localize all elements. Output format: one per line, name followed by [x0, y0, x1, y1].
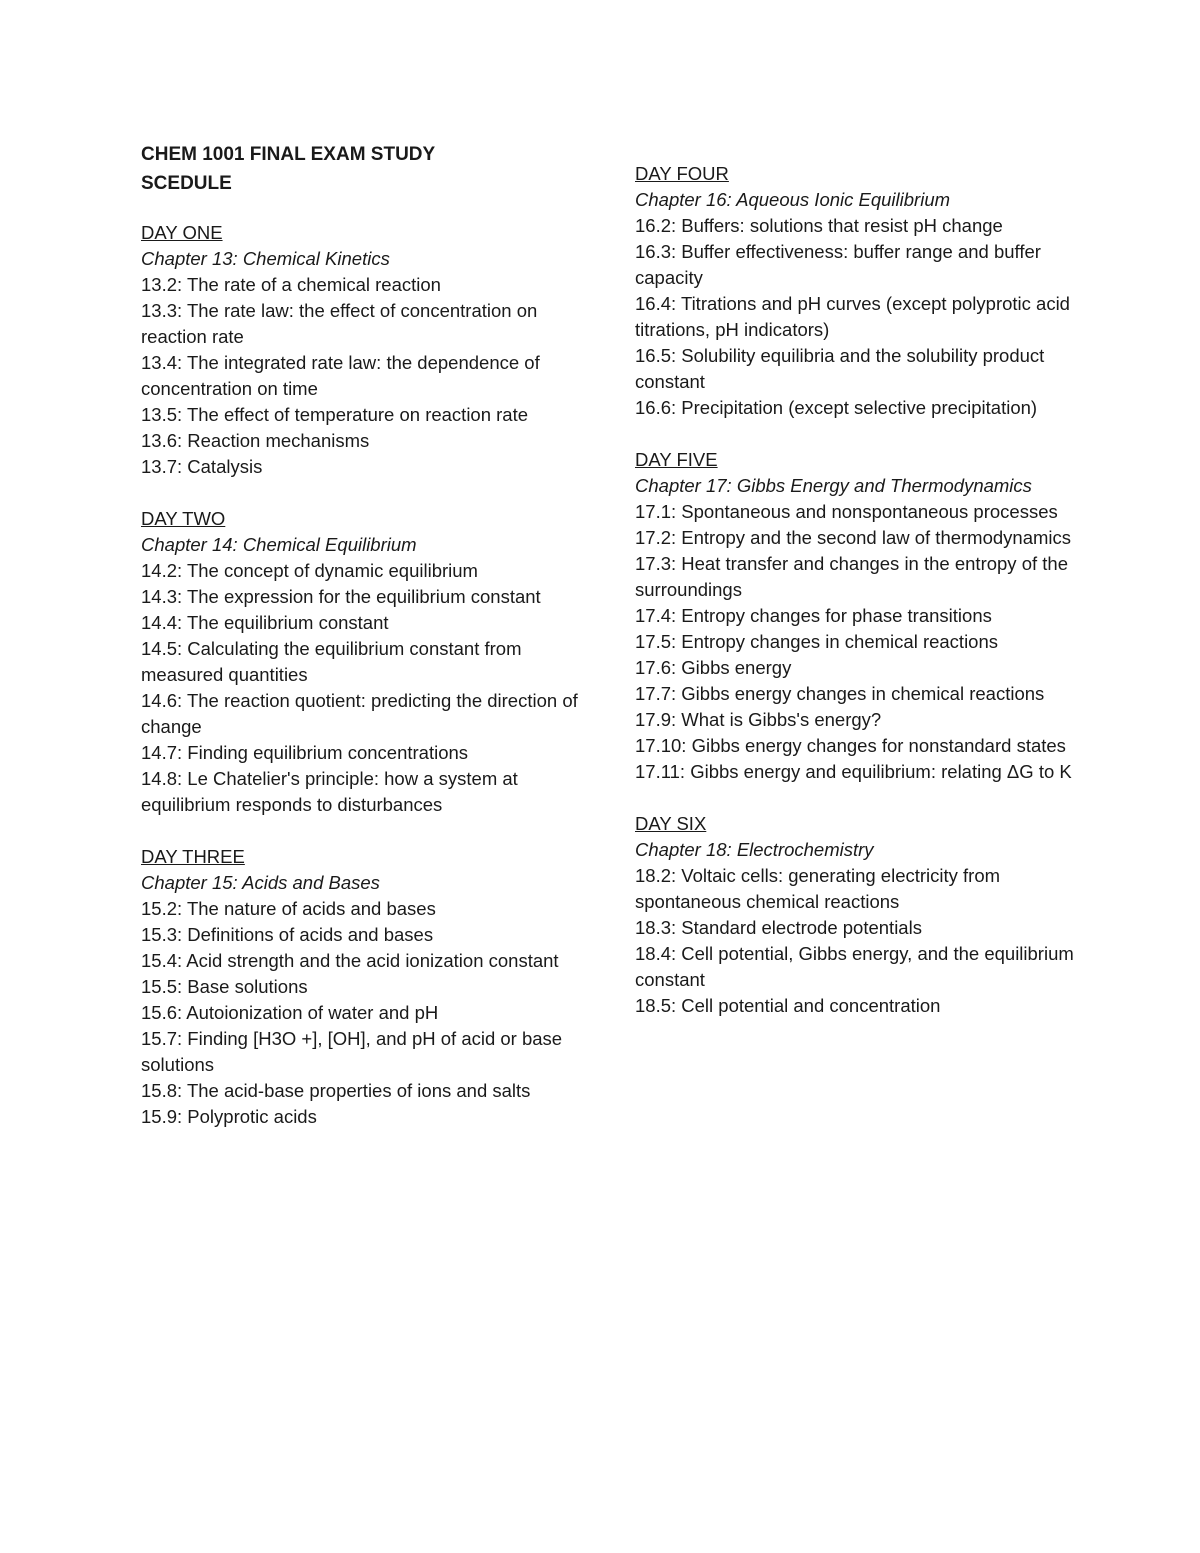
chapter-heading: Chapter 15: Acids and Bases	[141, 872, 380, 893]
topic-item: 16.3: Buffer effectiveness: buffer range and buffer capacity	[635, 241, 1041, 288]
topic-item: 15.8: The acid-base properties of ions and salts	[141, 1080, 531, 1101]
topic-item: 13.2: The rate of a chemical reaction	[141, 274, 441, 295]
day-label: DAY SIX	[635, 813, 707, 834]
chapter-heading: Chapter 18: Electrochemistry	[635, 839, 874, 860]
topic-item: 16.2: Buffers: solutions that resist pH change	[635, 215, 1003, 236]
topic-item: 17.9: What is Gibbs's energy?	[635, 709, 882, 730]
topic-item: 15.6: Autoionization of water and pH	[141, 1002, 439, 1023]
topic-item: 17.3: Heat transfer and changes in the entropy of the surroundings	[635, 553, 1068, 600]
topic-item: 15.3: Definitions of acids and bases	[141, 924, 434, 945]
topic-item: 16.4: Titrations and pH curves (except polyprotic acid titrations, pH indicators)	[635, 293, 1070, 340]
topic-item: 13.4: The integrated rate law: the dependence of concentration on time	[141, 352, 540, 399]
topic-item: 17.11: Gibbs energy and equilibrium: relating ΔG to K	[635, 761, 1072, 782]
page-title	[141, 140, 581, 198]
title-line-2: SCEDULE	[141, 173, 232, 194]
topic-item: 13.3: The rate law: the effect of concentration on reaction rate	[141, 300, 538, 347]
topic-item: 14.3: The expression for the equilibrium constant	[141, 586, 541, 607]
topic-item: 14.8: Le Chatelier's principle: how a system at equilibrium responds to disturbances	[141, 768, 518, 815]
topic-item: 17.10: Gibbs energy changes for nonstandard states	[635, 735, 1066, 756]
day-section	[635, 161, 1075, 421]
day-section	[635, 447, 1075, 785]
topic-item: 15.4: Acid strength and the acid ionization constant	[141, 950, 559, 971]
topic-item: 15.9: Polyprotic acids	[141, 1106, 317, 1127]
topic-item: 15.5: Base solutions	[141, 976, 308, 997]
left-day-list	[141, 220, 581, 1130]
title-line-1: CHEM 1001 FINAL EXAM STUDY	[141, 144, 436, 165]
topic-item: 17.1: Spontaneous and nonspontaneous processes	[635, 501, 1058, 522]
topic-item: 17.4: Entropy changes for phase transitions	[635, 605, 992, 626]
topic-item: 14.4: The equilibrium constant	[141, 612, 389, 633]
day-label: DAY FIVE	[635, 449, 718, 470]
right-column	[635, 161, 1075, 1045]
topic-item: 14.2: The concept of dynamic equilibrium	[141, 560, 478, 581]
topic-item: 15.7: Finding [H3O +], [OH], and pH of acid or base solutions	[141, 1028, 563, 1075]
topic-item: 16.6: Precipitation (except selective precipitation)	[635, 397, 1038, 418]
chapter-heading: Chapter 17: Gibbs Energy and Thermodynamics	[635, 475, 1032, 496]
topic-item: 13.6: Reaction mechanisms	[141, 430, 370, 451]
day-section	[141, 844, 581, 1130]
topic-item: 18.4: Cell potential, Gibbs energy, and the equilibrium constant	[635, 943, 1074, 990]
right-day-list	[635, 161, 1075, 1019]
chapter-heading: Chapter 14: Chemical Equilibrium	[141, 534, 417, 555]
topic-item: 18.5: Cell potential and concentration	[635, 995, 941, 1016]
day-section	[141, 220, 581, 480]
topic-item: 15.2: The nature of acids and bases	[141, 898, 436, 919]
topic-item: 18.3: Standard electrode potentials	[635, 917, 922, 938]
topic-item: 18.2: Voltaic cells: generating electricity from spontaneous chemical reactions	[635, 865, 1001, 912]
topic-item: 14.7: Finding equilibrium concentrations	[141, 742, 469, 763]
topic-item: 17.5: Entropy changes in chemical reactions	[635, 631, 999, 652]
day-section	[141, 506, 581, 818]
chapter-heading: Chapter 13: Chemical Kinetics	[141, 248, 390, 269]
topic-item: 16.5: Solubility equilibria and the solubility product constant	[635, 345, 1045, 392]
left-column	[141, 140, 581, 1156]
topic-item: 14.6: The reaction quotient: predicting the direction of change	[141, 690, 578, 737]
topic-item: 14.5: Calculating the equilibrium constant from measured quantities	[141, 638, 522, 685]
chapter-heading: Chapter 16: Aqueous Ionic Equilibrium	[635, 189, 951, 210]
topic-item: 17.6: Gibbs energy	[635, 657, 792, 678]
day-label: DAY FOUR	[635, 163, 729, 184]
day-label: DAY THREE	[141, 846, 245, 867]
topic-item: 13.7: Catalysis	[141, 456, 263, 477]
topic-item: 13.5: The effect of temperature on reaction rate	[141, 404, 529, 425]
day-label: DAY TWO	[141, 508, 226, 529]
topic-item: 17.7: Gibbs energy changes in chemical reactions	[635, 683, 1045, 704]
day-section	[635, 811, 1075, 1019]
topic-item: 17.2: Entropy and the second law of thermodynamics	[635, 527, 1072, 548]
day-label: DAY ONE	[141, 222, 223, 243]
